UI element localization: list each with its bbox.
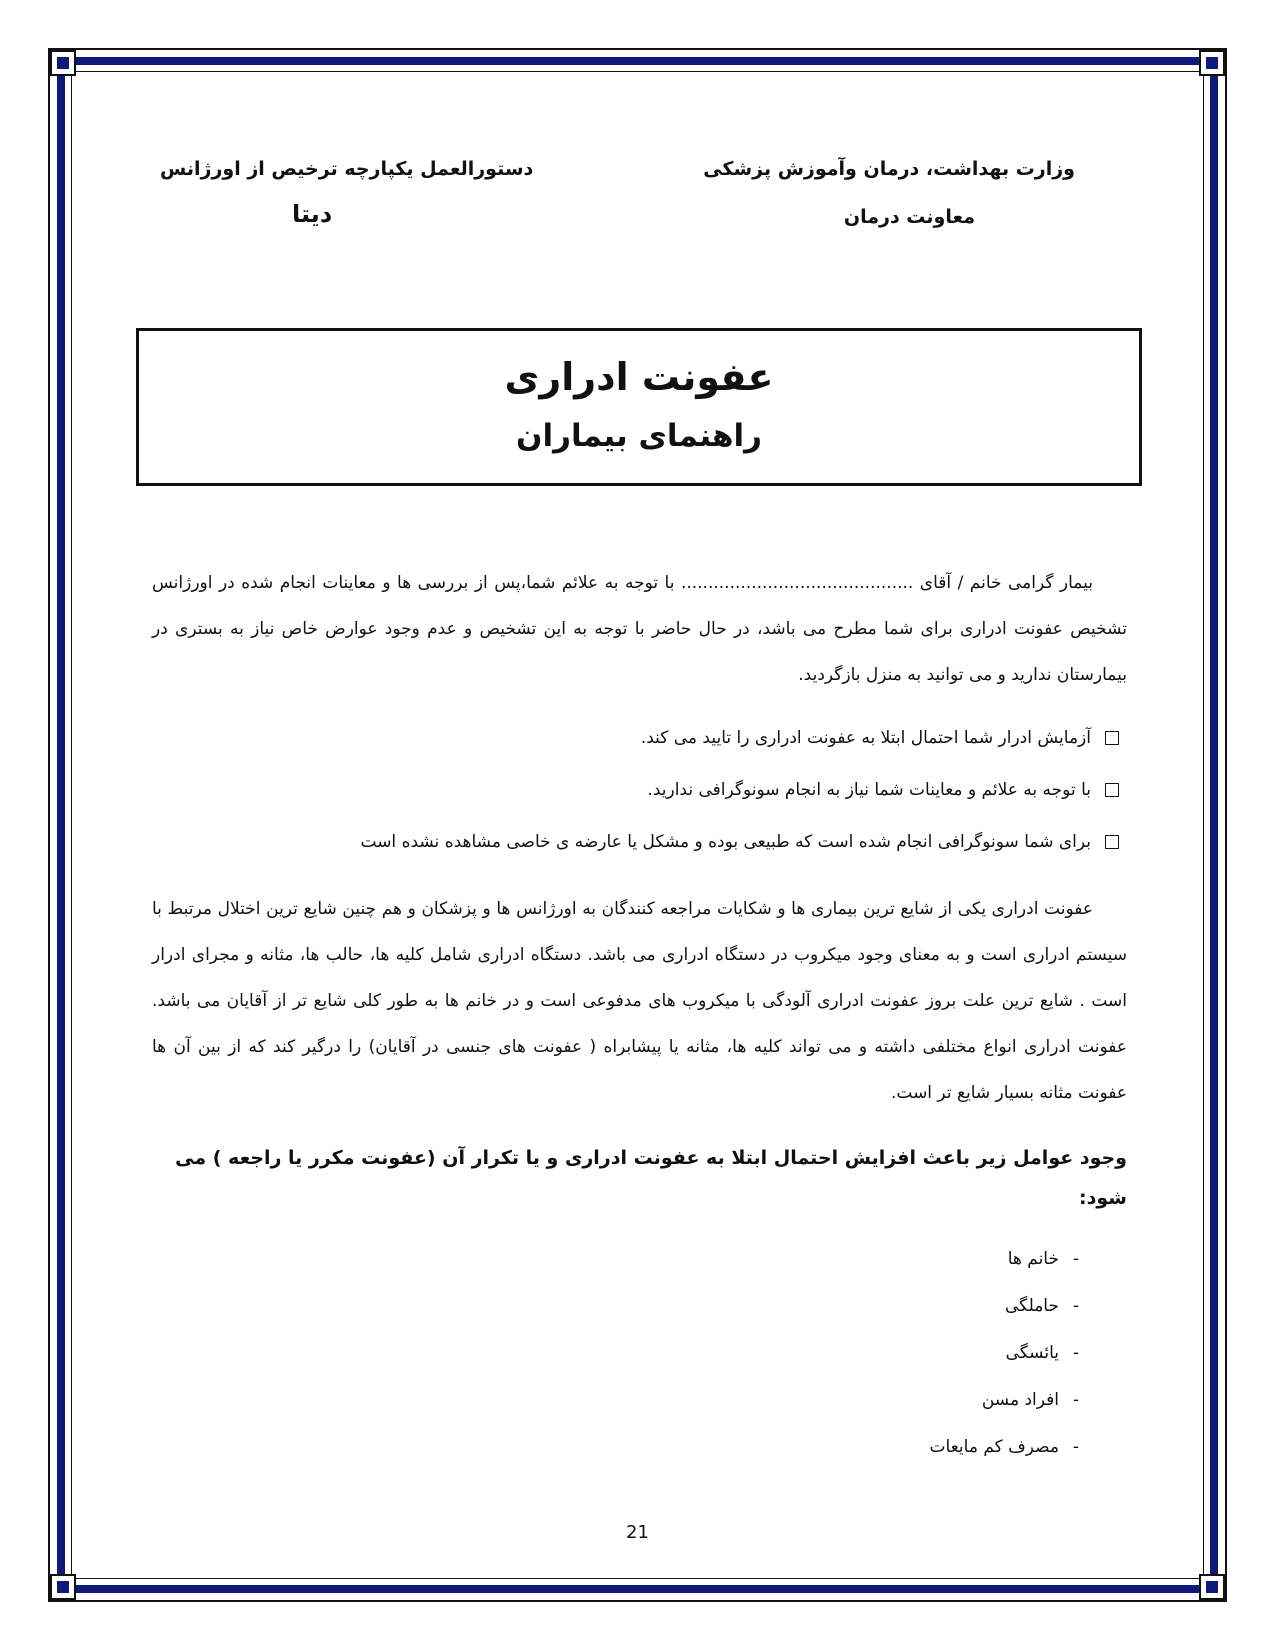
risk-factor-text: مصرف کم مایعات [929, 1437, 1059, 1457]
frame-corner-ornament [50, 50, 76, 76]
checkbox-icon[interactable] [1105, 835, 1119, 849]
checkbox-icon[interactable] [1105, 783, 1119, 797]
page-title: عفونت ادراری [504, 355, 774, 399]
list-item [152, 1377, 1093, 1424]
intro-paragraph [152, 560, 1127, 698]
frame-corner-ornament [1199, 1574, 1225, 1600]
risk-factor-text: یائسگی [1005, 1343, 1059, 1363]
checklist-item-text: آزمایش ادرار شما احتمال ابتلا به عفونت ادراری را تایید می کند. [640, 728, 1091, 748]
list-item [152, 1236, 1093, 1283]
checklist-item [152, 830, 1127, 854]
checklist-item [152, 778, 1127, 802]
manual-title: دستورالعمل یکپارچه ترخیص از اورژانس [160, 158, 534, 180]
page-subtitle: راهنمای بیماران [516, 418, 762, 454]
dash-bullet-icon: - [1072, 1249, 1080, 1269]
dash-bullet-icon: - [1072, 1343, 1080, 1363]
document-body [152, 560, 1127, 1471]
list-item [152, 1424, 1093, 1471]
dash-bullet-icon: - [1072, 1296, 1080, 1316]
checklist-item-text: برای شما سونوگرافی انجام شده است که طبیعی بوده و مشکل یا عارضه ی خاصی مشاهده نشده است [360, 832, 1091, 852]
frame-corner-ornament [50, 1574, 76, 1600]
deputy-name: معاونت درمان [843, 206, 975, 228]
risk-factors-heading: وجود عوامل زیر باعث افزایش احتمال ابتلا به عفونت ادراری و یا تکرار آن (عفونت مکرر یا راجعه ) می شود: [175, 1147, 1127, 1209]
description-paragraph [152, 886, 1127, 1116]
risk-factor-text: افراد مسن [981, 1390, 1059, 1410]
intro-text: بیمار گرامی خانم / آقای ........................................... با توجه به علائم شما،پس از بررسی ها و معاینات انجام شده در اورژانس تشخیص عفونت ادراری برای شما مطرح می باشد، در حال حاضر با توجه به این تشخیص و عدم وجود عوارض خاص نیاز به بستری در بیمارستان ندارید و می توانید به منزل بازگردید. [152, 573, 1127, 685]
checkbox-icon[interactable] [1105, 731, 1119, 745]
page-number: 21 [626, 1522, 649, 1543]
title-box [136, 328, 1142, 486]
checklist-item [152, 726, 1127, 750]
brand-name: دیتا [292, 200, 333, 228]
dash-bullet-icon: - [1072, 1437, 1080, 1457]
checklist-item-text: با توجه به علائم و معاینات شما نیاز به انجام سونوگرافی ندارید. [647, 780, 1091, 800]
risk-factor-text: حاملگی [1005, 1296, 1059, 1316]
description-text: عفونت ادراری یکی از شایع ترین بیماری ها و شکایات مراجعه کنندگان به اورژانس ها و پزشکان و هم چنین شایع ترین اختلال مرتبط با سیستم ادراری است و به معنای وجود میکروب در دستگاه ادراری می باشد. دستگاه ادراری شامل کلیه ها، حالب ها، مثانه و مجرای ادرار است . شایع ترین علت بروز عفونت ادراری آلودگی با میکروب های مدفوعی است و در خانم ها به طور کلی شایع تر از آقایان می باشد. عفونت ادراری انواع مختلفی داشته و می تواند کلیه ها، مثانه یا پیشابراه ( عفونت های جنسی در آقایان) را درگیر کند که از بین آن ها عفونت مثانه بسیار شایع تر است. [152, 899, 1127, 1103]
list-item [152, 1330, 1093, 1377]
list-item [152, 1283, 1093, 1330]
risk-factors-list [152, 1236, 1127, 1471]
ministry-name: وزارت بهداشت، درمان وآموزش پزشکی [703, 158, 1075, 180]
risk-factor-text: خانم ها [1007, 1249, 1059, 1269]
frame-corner-ornament [1199, 50, 1225, 76]
dash-bullet-icon: - [1072, 1390, 1080, 1410]
